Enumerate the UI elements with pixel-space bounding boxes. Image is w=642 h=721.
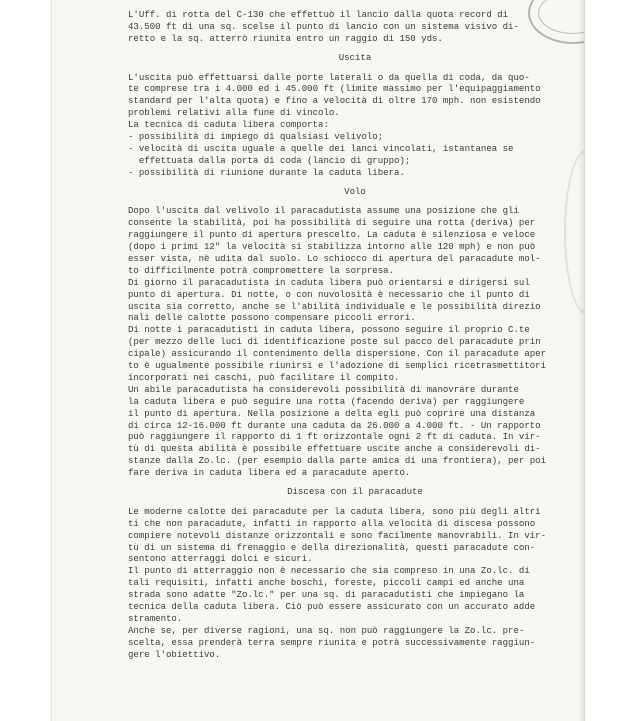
text-line: Le moderne calotte dei paracadute per la caduta libera, sono più degli altri: [128, 505, 541, 517]
text-line: L'Uff. di rotta del C-130 che effettuò il lancio dalla quota record di: [128, 9, 509, 20]
text-line: L'uscita può effettuarsi dalle porte laterali o da quella di coda, da quo-: [128, 71, 530, 83]
text-line: nali delle calotte possono compensare piccoli errori.: [128, 312, 416, 324]
text-line: gere l'obiettivo.: [128, 648, 221, 660]
text-line: 43.500 ft di una sq. scelse il punto di lancio con un sistema visivo di-: [128, 20, 519, 32]
text-line: stramento.: [128, 612, 183, 624]
text-line: tecnica della caduta libera. Ciò può essere assicurato con un accurato adde: [128, 600, 536, 612]
text-line: esser vista, nè udita dal suolo. Lo schiocco di apertura del paracadute mol-: [128, 253, 541, 265]
text-line: punto di apertura. Di notte, o con nuvolosità è necessario che il punto di: [128, 288, 530, 300]
text-line: Di giorno il paracadutista in caduta libera può orientarsi e dirigersi sul: [128, 276, 530, 288]
section-discesa: [128, 506, 582, 661]
document-page: [52, 0, 584, 721]
text-line: fare deriva in caduta libera ed a paracadute aperto.: [128, 467, 411, 479]
text-line: la caduta libera e può seguire una rotta (facendo deriva) per raggiungere: [128, 395, 525, 407]
intro-paragraph: [128, 9, 582, 45]
document-body: [128, 9, 582, 660]
text-line: incorporati nei caschi, può facilitare il compito.: [128, 371, 400, 383]
text-line: sentono atterraggi dolci e sicuri.: [128, 553, 313, 565]
text-line: consente la stabilità, poi ha possibilità di seguire una rotta (deriva) per: [128, 217, 536, 229]
text-line: raggiungere il punto di apertura prescelto. La caduta è silenziosa e veloce: [128, 229, 536, 241]
text-line: Dopo l'uscita dal velivolo il paracadutista assume una posizione che gli: [128, 205, 519, 217]
text-line: compiere notevoli distanze orizzontali e sono facilmente manovrabili. In vir-: [128, 529, 547, 541]
section-title-discesa: Discesa con il paracadute: [287, 485, 423, 497]
list-item: - velocità di uscita uguale a quelle dei lanci vincolati, istantanea se: [128, 142, 514, 154]
text-line: Il punto di atterraggio non è necessario che sia compreso in una Zo.lc. di: [128, 565, 530, 577]
section-title-uscita: Uscita: [338, 51, 372, 63]
text-line: Un abile paracadutista ha considerevoli possibilità di manovrare durante: [128, 383, 519, 395]
text-line: retto e la sq. atterrò riunita entro un raggio di 150 yds.: [128, 32, 443, 44]
text-line: Di notte i paracadutisti in caduta libera, possono seguire il proprio C.te: [128, 324, 530, 336]
text-line: te comprese tra i 4.000 ed i 45.000 ft (limite massimo per l'equipaggiamento: [128, 83, 541, 95]
text-line: to difficilmente potrà compromettere la sorpresa.: [128, 264, 395, 276]
list-item: effettuata dalla porta di coda (lancio di gruppo);: [128, 154, 411, 166]
text-line: può raggiungere il rapporto di 1 ft orizzontale ogni 2 ft di caduta. In vir-: [128, 431, 541, 443]
text-line: La tecnica di caduta libera comporta:: [128, 119, 329, 131]
text-line: uscita sia corretto, anche se l'abilità individuale e le possibilità direzio: [128, 300, 541, 312]
section-volo: [128, 205, 582, 478]
text-line: (per mezzo delle luci di identificazione poste sul pacco del paracadute prin: [128, 336, 541, 348]
text-line: tali requisiti, infatti anche boschi, foreste, piccoli campi ed anche una: [128, 577, 525, 589]
text-line: stanze dalla Zo.lc. (per esempio dalla parte amica di una frontiera), per poi: [128, 455, 547, 467]
text-line: (dopo i primi 12" la velocità si stabilizza intorno alle 120 mph) e non può: [128, 241, 536, 253]
text-line: strada sono adatte "Zo.lc." per una sq. di paracadutisti che impiegano la: [128, 589, 525, 601]
section-title-volo: Volo: [344, 185, 366, 197]
text-line: tù di un sistema di frenaggio e della direzionalità, questi paracadute con-: [128, 541, 536, 553]
text-line: tù di questa abilità è possibile effettuare uscite anche a considerevoli di-: [128, 443, 541, 455]
text-line: Anche se, per diverse ragioni, una sq. non può raggiungere la Zo.lc. pre-: [128, 624, 525, 636]
text-line: ti che non paracadute, infatti in rapporto alla velocità di discesa possono: [128, 517, 536, 529]
text-line: problemi relativi alla fune di vincolo.: [128, 107, 340, 119]
list-item: - possibilità di impiego di qualsiasi velivolo;: [128, 131, 384, 143]
text-line: di circa 12-16.000 ft durante una caduta da 26.000 a 4.000 ft. - Un rapporto: [128, 419, 541, 431]
list-item: - possibilità di riunione durante la caduta libera.: [128, 166, 405, 178]
section-uscita: [128, 72, 582, 179]
text-line: scelta, essa prenderà terra sempre riunita e potrà successivamente raggiun-: [128, 636, 536, 648]
text-line: il punto di apertura. Nella posizione a delta egli può coprire una distanza: [128, 407, 536, 419]
text-line: to è ugualmente possibile riunirsi e l'adozione di semplici ricetrasmettitori: [128, 360, 547, 372]
text-line: standard per l'alta quota) e fino a velocità di oltre 170 mph. non esistendo: [128, 95, 541, 107]
text-line: cipale) assicurando il contenimento della dispersione. Con il paracadute aper: [128, 348, 547, 360]
